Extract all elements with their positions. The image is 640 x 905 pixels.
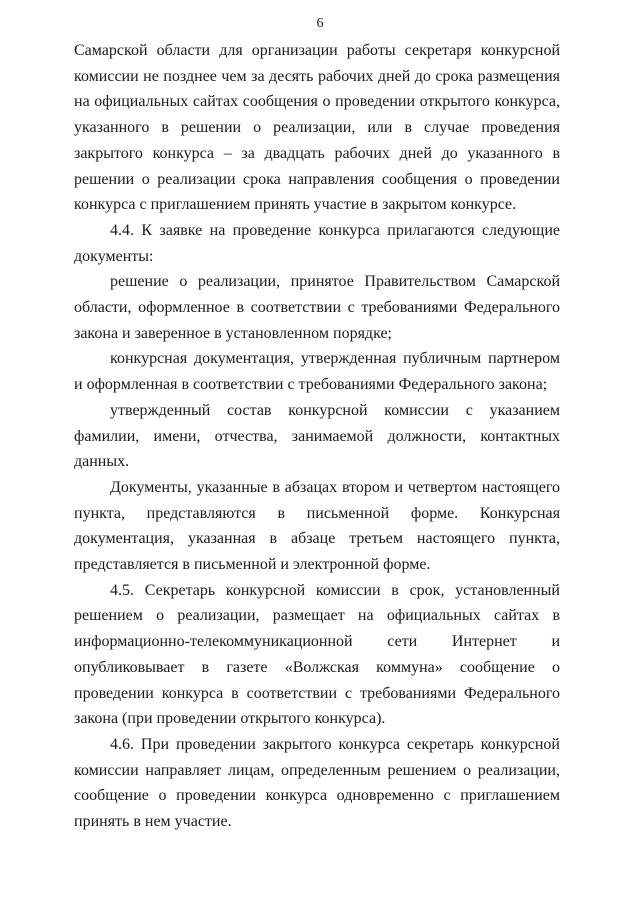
page-number: 6: [316, 16, 324, 31]
document-body: [74, 38, 560, 835]
paragraph-4-5: 4.5. Секретарь конкурсной комиссии в срок, установленный решением о реализации, размещает на официальных сайтах в информационно-телекоммуникационной сети Интернет и опубликовывает в газете «Волжская коммуна» сообщение о проведении конкурса в соответствии с требованиями Федерального закона (при проведении открытого конкурса).: [74, 581, 560, 728]
paragraph-commission-composition: утвержденный состав конкурсной комиссии с указанием фамилии, имени, отчества, занимаемой должности, контактных данных.: [74, 401, 560, 471]
paragraph-documents-form: Документы, указанные в абзацах втором и четвертом настоящего пункта, представляются в письменной форме. Конкурсная документация, указанная в абзаце третьем настоящего пункта, представляется в письменной и электронной форме.: [74, 478, 560, 574]
paragraph-decision: решение о реализации, принятое Правительством Самарской области, оформленное в соответствии с требованиями Федерального закона и заверенное в установленном порядке;: [74, 273, 560, 342]
paragraph-4-4: 4.4. К заявке на проведение конкурса прилагаются следующие документы:: [74, 221, 560, 265]
paragraph-competition-docs: конкурсная документация, утвержденная публичным партнером и оформленная в соответствии с требованиями Федерального закона;: [74, 350, 560, 394]
paragraph-continuation: Самарской области для организации работы секретаря конкурсной комиссии не позднее чем за десять рабочих дней до срока размещения на официальных сайтах сообщения о проведении открытого конкурса, указанного в решении о реализации, или в случае проведения закрытого конкурса – за двадцать рабочих дней до указанного в решении о реализации срока направления сообщения о проведении конкурса с приглашением принять участие в закрытом конкурсе.: [74, 42, 560, 214]
paragraph-4-6: 4.6. При проведении закрытого конкурса секретарь конкурсной комиссии направляет лицам, определенным решением о реализации, сообщение о проведении конкурса одновременно с приглашением принять в нем участие.: [74, 735, 560, 831]
